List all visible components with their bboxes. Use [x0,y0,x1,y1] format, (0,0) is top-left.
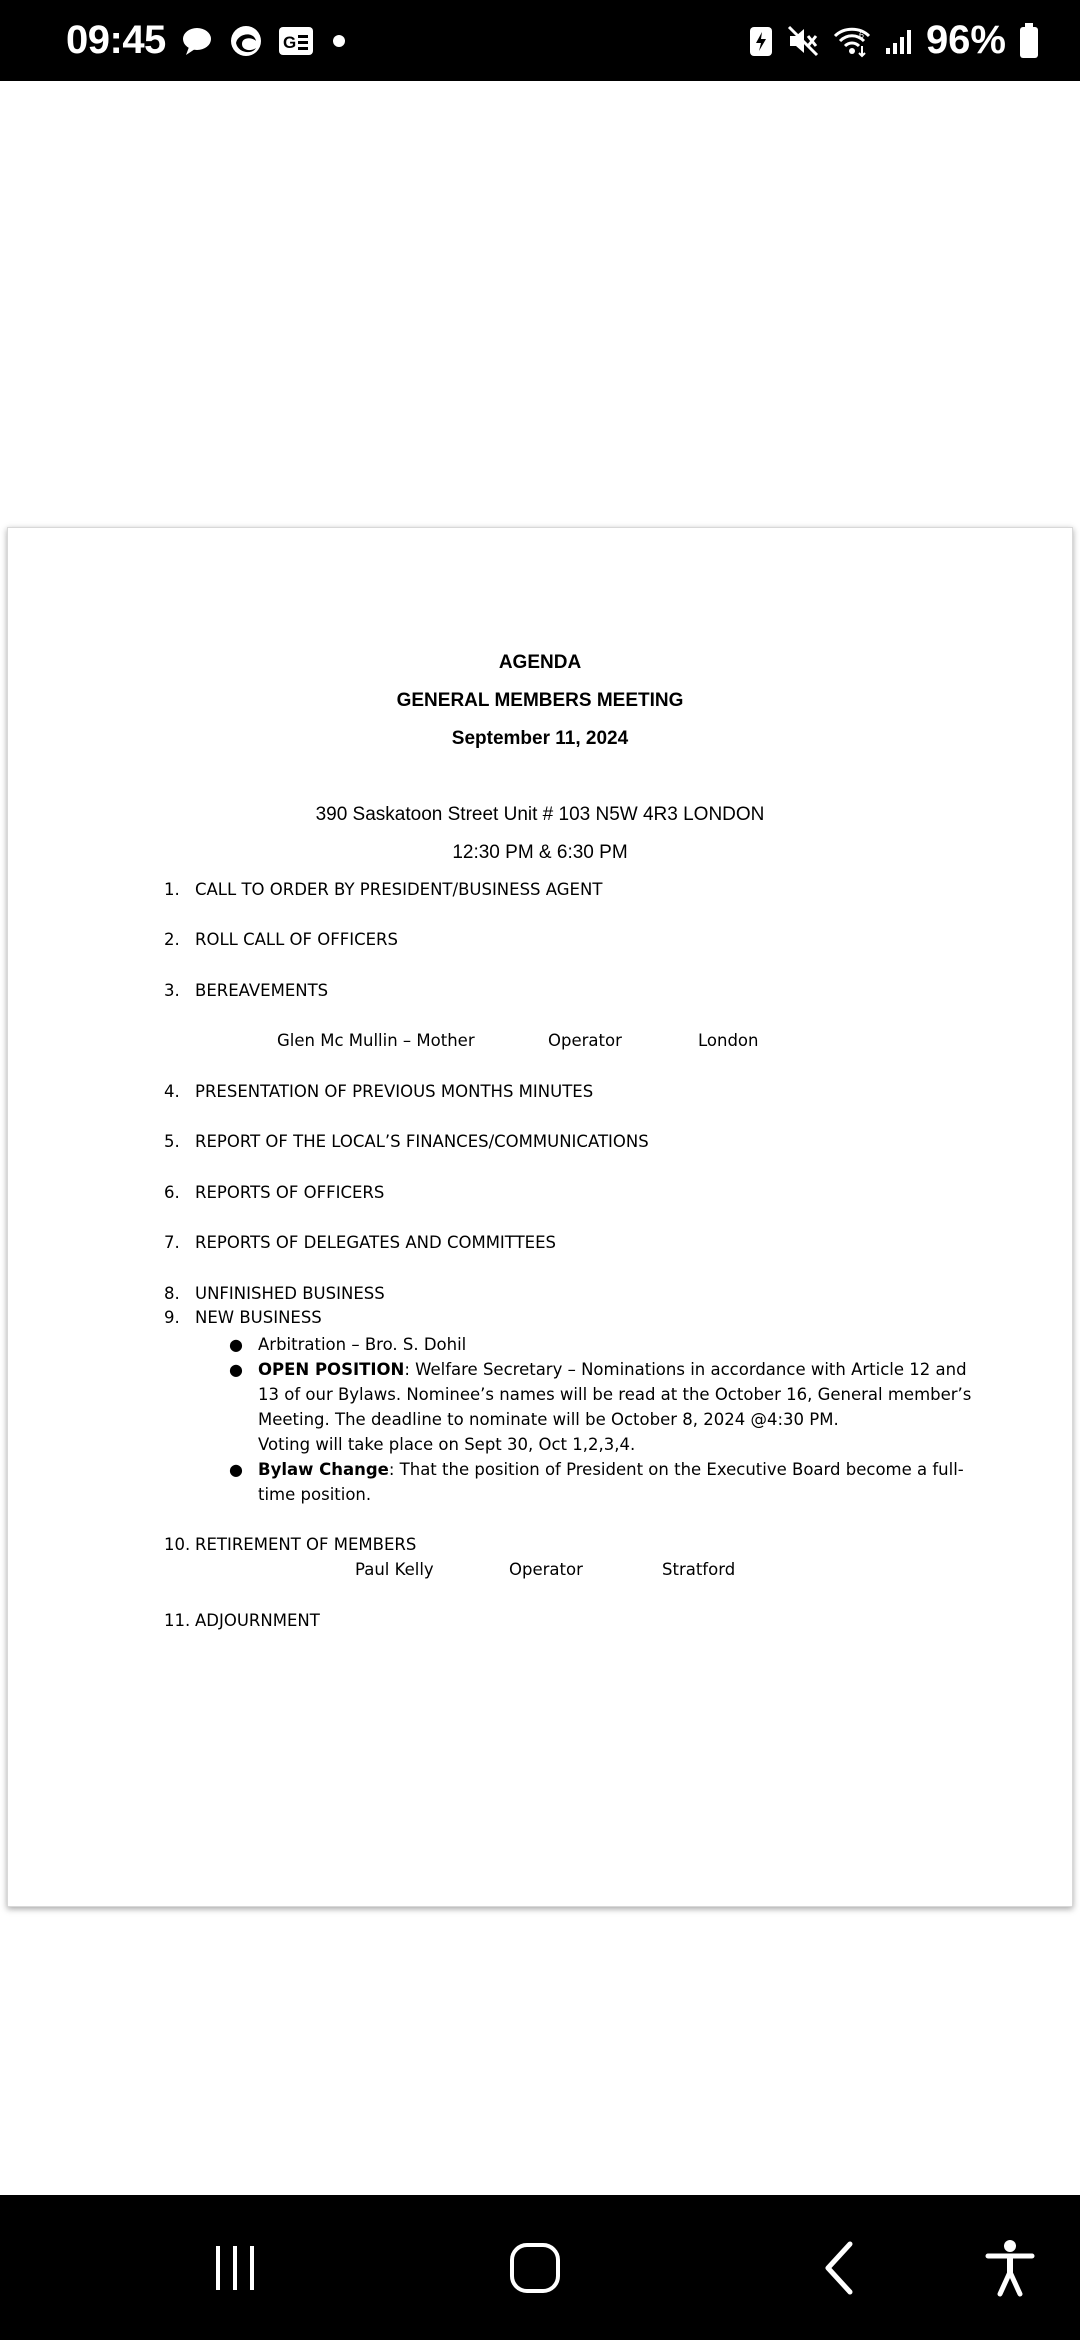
agenda-title: AGENDA [498,652,582,673]
battery-icon [1018,0,1040,81]
retiree-location: Stratford [662,1560,736,1579]
meeting-title: GENERAL MEMBERS MEETING [396,690,684,711]
clock: 09:45 [66,18,166,62]
more-notifications-dot-icon [328,0,350,81]
document-page[interactable]: AGENDA GENERAL MEMBERS MEETING September 11, 2024 390 Saskatoon Street Unit # 103 N5W 4R3 LONDON 12:30 PM & 6:30 PM 1. CALL TO ORDER BY PRESIDENT/BUSINESS AGENT 2. ROLL CALL OF OFFICERS 3. BEREAVEMENTS Glen Mc Mullin – Mother Operator London 4. PRESENTATION OF PREVIOUS MONTHS MINUTES 5. REPORT OF THE LOCAL’S FINANCES/COMMUNICATIONS 6. REPORTS OF OFFICERS 7. REPORTS OF DELEGATES AND COMMITTEES 8. UNFINISHED BUSINESS 9. NEW BUSINESS ● Arbitration – Bro. S. Dohil ● OPEN POSITION: Welfare Secretary – Nominations in accordance with Article 12 and 13 of our Bylaws. Nominee’s names will be read at the October 16, General member’s Meeting. The deadline to nominate will be October 8, 2024 @4:30 PM. Voting will take place on Sept 30, Oct 1,2,3,4. ● Bylaw Change: That the position of President on the Executive Board become a full-time position. 10. RETIREMENT OF MEMBERS Paul Kelly Operator Stratford 11. ADJOURNMENT [7,527,1073,1907]
recent-apps-button[interactable] [180,2195,290,2340]
chat-notification-icon [180,0,214,81]
retiree-name: Paul Kelly [355,1560,434,1579]
accessibility-icon [984,2238,1036,2298]
recent-apps-icon [210,2243,260,2293]
accessibility-button[interactable] [960,2195,1060,2340]
home-icon [508,2241,562,2295]
battery-percentage: 96% [925,18,1006,62]
back-button[interactable] [785,2195,895,2340]
status-bar [0,0,1080,81]
document-viewer[interactable] [0,81,1080,2195]
news-app-icon [278,0,314,81]
meeting-address: 390 Saskatoon Street Unit # 103 N5W 4R3 LONDON [315,804,765,825]
arbitration-text: Arbitration – Bro. S. Dohil [258,1335,467,1354]
bullet-icon: ● [229,1335,243,1354]
bylaw-text: Bylaw Change: That the position of President on the Executive Board become a full-time position. [258,1460,964,1504]
wifi-icon [832,0,872,81]
bullet-icon: ● [229,1360,243,1379]
svg-text:G: G [282,32,297,52]
bullet-icon: ● [229,1460,243,1479]
back-icon [820,2240,860,2296]
signal-icon [884,0,914,81]
meeting-times: 12:30 PM & 6:30 PM [452,842,628,863]
bereavement-name: Glen Mc Mullin – Mother [277,1031,475,1050]
home-button[interactable] [480,2195,590,2340]
svg-text:6: 6 [858,29,864,40]
mute-icon [786,0,820,81]
navigation-bar [0,2195,1080,2340]
open-position-text: OPEN POSITION: Welfare Secretary – Nominations in accordance with Article 12 and 13 of our Bylaws. Nominee’s names will be read at the October 16, General member’s Meeting. The deadline to nominate will be October 8, 2024 @4:30 PM. Voting will take place on Sept 30, Oct 1,2,3,4. [258,1360,972,1454]
edge-browser-icon [228,0,264,81]
bereavement-location: London [698,1031,759,1050]
battery-saver-icon [748,0,774,81]
retiree-role: Operator [509,1560,583,1579]
bereavement-role: Operator [548,1031,622,1050]
meeting-date: September 11, 2024 [451,728,629,749]
